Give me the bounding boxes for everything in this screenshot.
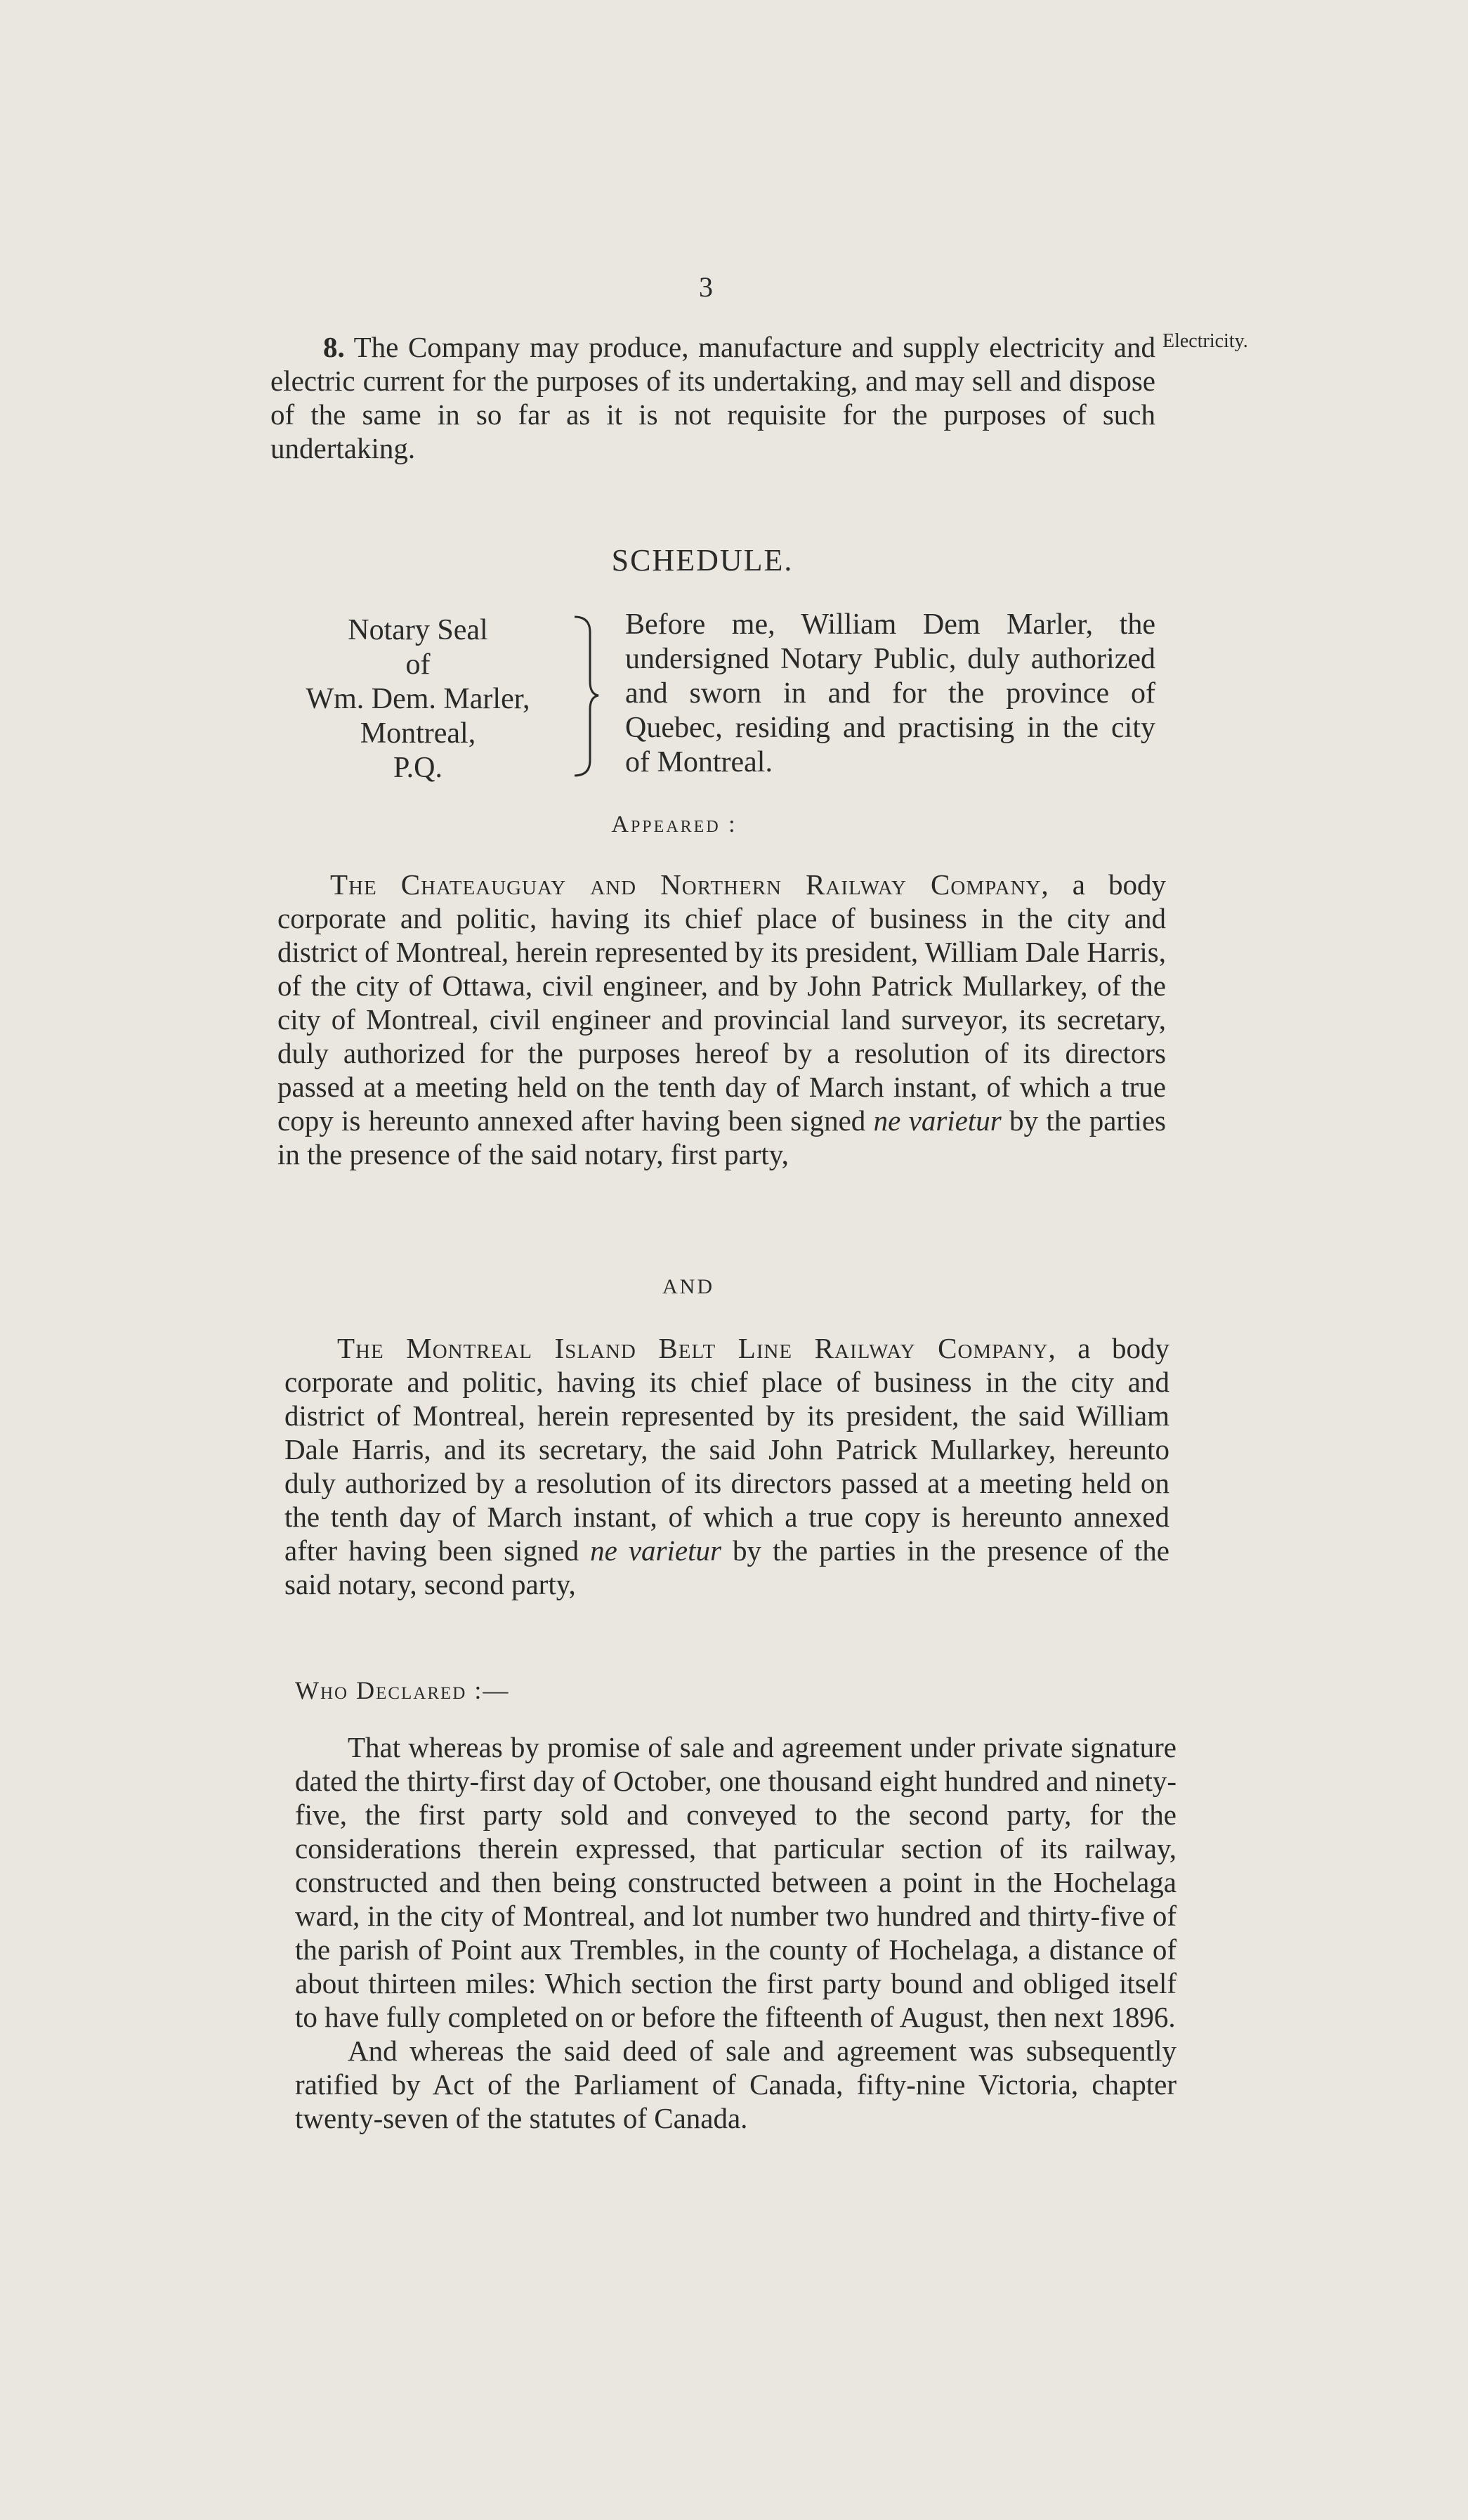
- seal-line: P.Q.: [393, 752, 443, 784]
- appeared-heading: Appeared :: [611, 811, 738, 837]
- margin-note-electricity: Electricity.: [1162, 330, 1248, 352]
- before-me-paragraph: Before me, William Dem Marler, the undersigned Notary Public, duly authorized and sworn in and for the province of Quebec, residing and practising in the city of Montreal.: [625, 608, 1155, 778]
- page-number: 3: [699, 271, 713, 303]
- seal-line: Montreal,: [360, 717, 476, 750]
- section-number: 8.: [323, 331, 345, 363]
- second-party-paragraph: [284, 1331, 1169, 1601]
- second-party-name: The Montreal Island Belt Line Railway Company,: [337, 1332, 1056, 1364]
- second-party-text-end: by the parties in the presence of the said notary, second party,: [284, 1534, 1170, 1600]
- ne-varietur: ne varietur: [590, 1534, 721, 1567]
- first-party-text: a body corporate and politic, having its chief place of business in the city and district of Montreal, herein represented by its president, William Dale Harris, of the city of Ottawa, civil engineer, and by John Patrick Mullarkey, of the city of Montreal, civil engineer and provincial land surveyor, its secretary, duly authorized for the purposes hereof by a resolution of its directors passed at a meeting held on the tenth day of March instant, of which a true copy is hereunto annexed after having been signed: [277, 868, 1167, 1137]
- seal-line: Notary Seal: [348, 614, 488, 646]
- first-party-name: The Chateauguay and Northern Railway Company,: [330, 868, 1049, 901]
- first-party-text-end: by the parties in the presence of the said notary, first party,: [277, 1104, 1167, 1170]
- schedule-heading: SCHEDULE.: [611, 543, 794, 577]
- and-divider: AND: [662, 1275, 714, 1298]
- seal-line: of: [405, 648, 431, 681]
- whereas-paragraph-2: And whereas the said deed of sale and agreement was subsequently ratified by Act of the Parliament of Canada, fifty-nine Victoria, chapter twenty-seven of the statutes of Canada.: [295, 2035, 1177, 2134]
- whereas-paragraph-1: That whereas by promise of sale and agreement under private signature dated the thirty-first day of October, one thousand eight hundred and ninety-five, the first party sold and conveyed to the second party, for the considerations therein expressed, that particular section of its railway, constructed and then being constructed between a point in the Hochelaga ward, in the city of Montreal, and lot number two hundred and thirty-five of the parish of Point aux Trembles, in the county of Hochelaga, a distance of about thirteen miles: Which section the first party bound and obliged itself to have fully completed on or before the fifteenth of August, then next 1896.: [295, 1731, 1177, 2033]
- section-8-text: The Company may produce, manufacture and supply electricity and electric current for the purposes of its undertaking, and may sell and dispose of the same in so far as it is not requisite for the purposes of such undertaking.: [270, 331, 1155, 464]
- curly-brace-icon: [562, 611, 604, 780]
- seal-line: Wm. Dem. Marler,: [306, 683, 530, 715]
- section-8-paragraph: [270, 330, 1155, 465]
- ne-varietur: ne varietur: [873, 1104, 1002, 1137]
- first-party-paragraph: [277, 868, 1166, 1171]
- notary-seal-block: [277, 613, 558, 785]
- whereas-paragraphs: [295, 1730, 1177, 2135]
- who-declared-heading: Who Declared :—: [295, 1676, 510, 1704]
- second-party-text: a body corporate and politic, having its chief place of business in the city and district of Montreal, herein represented by its president, the said William Dale Harris, and its secretary, the said John Patrick Mullarkey, hereunto duly authorized by a resolution of its directors passed at a meeting held on the tenth day of March instant, of which a true copy is hereunto annexed after having been signed: [284, 1332, 1170, 1567]
